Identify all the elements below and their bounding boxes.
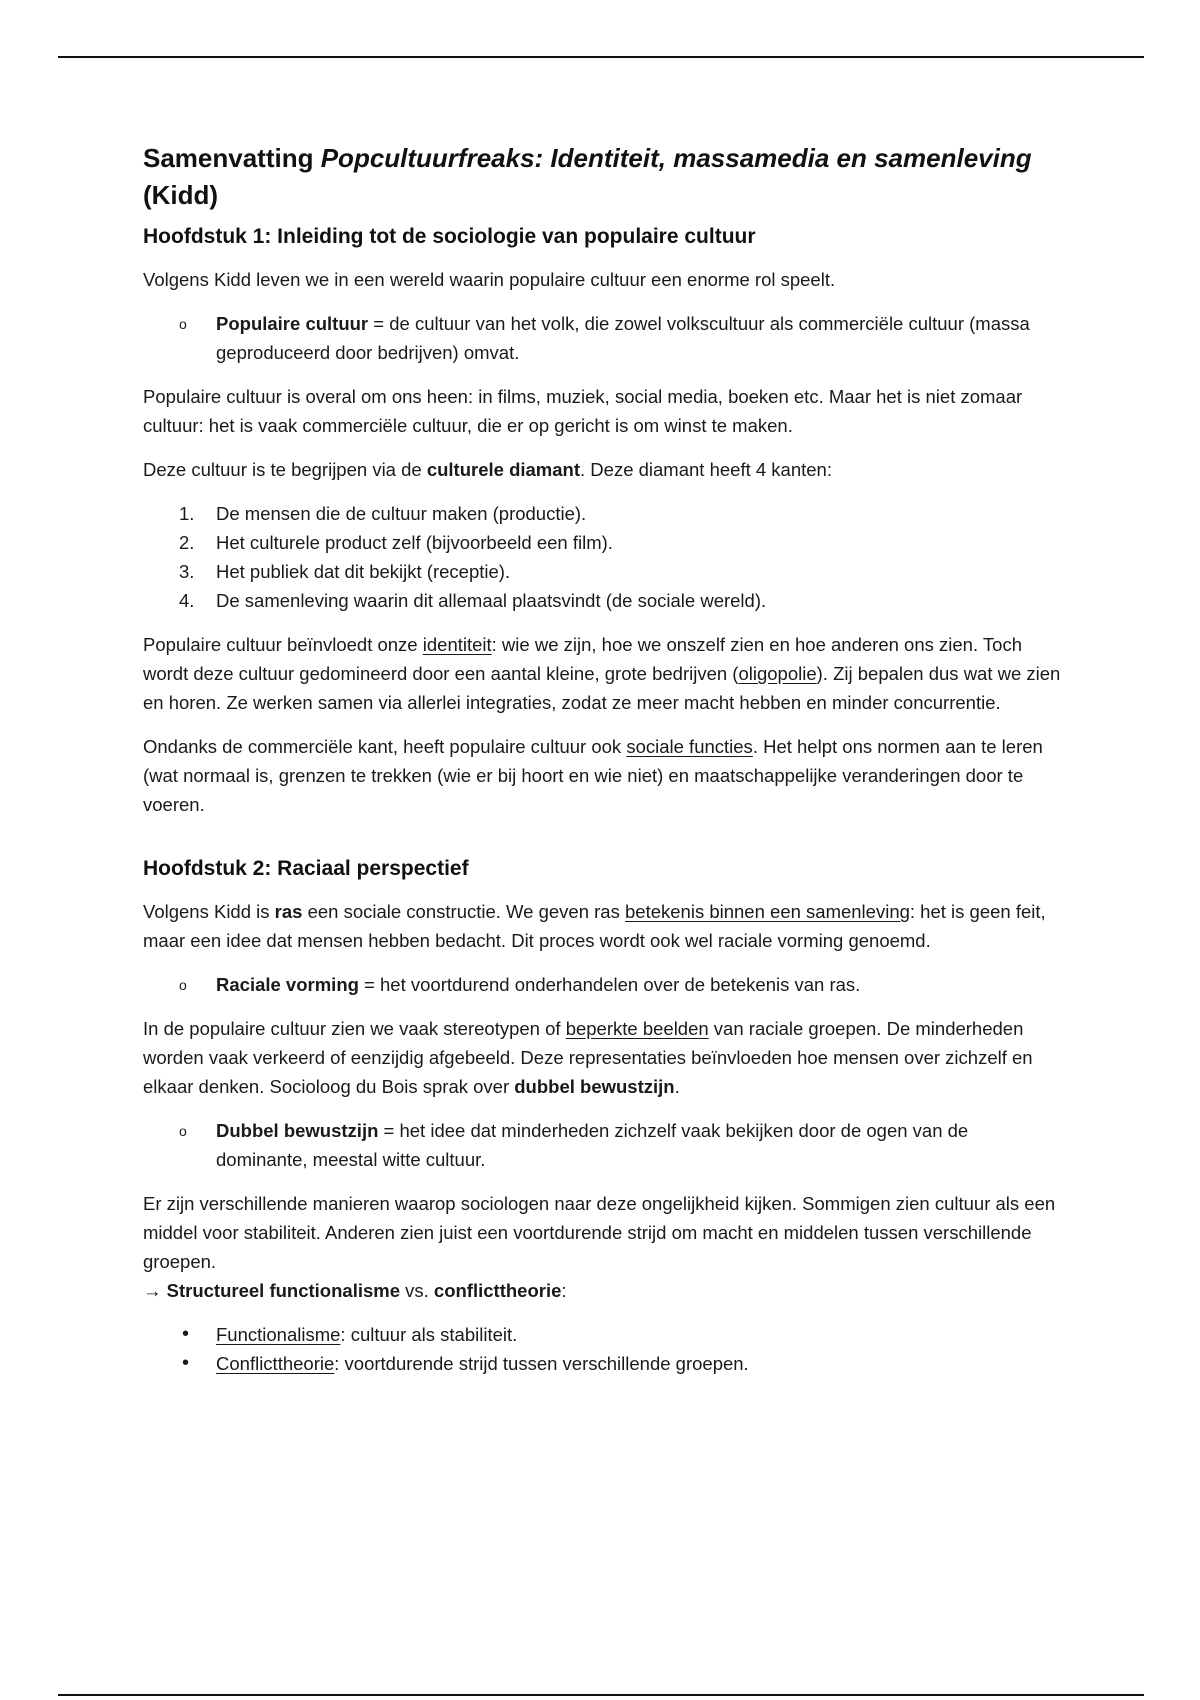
top-rule [58, 56, 1144, 58]
ch1-paragraph-2: Populaire cultuur is overal om ons heen: in films, muziek, social media, boeken etc. Maar het is niet zomaar cultuur: het is vaak commerciële cultuur, die er op gericht is om winst te maken. [143, 386, 1023, 436]
list-item: 2. Het culturele product zelf (bijvoorbeeld een film). [179, 532, 613, 553]
list-item: • Conflicttheorie: voortdurende strijd tussen verschillende groepen. [143, 1349, 1063, 1378]
ch2-definition-list-1 [143, 970, 1063, 999]
ch1-definition-list [143, 309, 1063, 367]
ch2-arrow-line: → Structureel functionalisme vs. conflicttheorie: [143, 1280, 567, 1301]
definition-populaire-cultuur: o Populaire cultuur = de cultuur van het volk, die zowel volkscultuur als commerciële cultuur (massa geproduceerd door bedrijven) omvat. [143, 309, 1063, 367]
ch2-paragraph-2: In de populaire cultuur zien we vaak stereotypen of beperkte beelden van raciale groepen. De minderheden worden vaak verkeerd of eenzijdig afgebeeld. Deze representaties beïnvloeden hoe mensen over zichzelf en elkaar denken. Socioloog du Bois sprak over dubbel bewustzijn. [143, 1018, 1033, 1097]
disc-bullet-icon: • [182, 1323, 190, 1345]
ch1-paragraph-5: Ondanks de commerciële kant, heeft populaire cultuur ook sociale functies. Het helpt ons normen aan te leren (wat normaal is, grenzen te trekken (wie er bij hoort en wie niet) en maatschappelijke veranderingen door te voeren. [143, 736, 1043, 815]
chapter-2-heading: Hoofdstuk 2: Raciaal perspectief [143, 857, 469, 880]
list-item: 4. De samenleving waarin dit allemaal plaatsvindt (de sociale wereld). [179, 590, 767, 611]
culturele-diamant-list [143, 499, 1063, 615]
ch2-definition-list-2 [143, 1116, 1063, 1174]
circle-bullet-icon: o [179, 977, 187, 993]
document-title: Samenvatting Popcultuurfreaks: Identiteit, massamedia en samenleving (Kidd) [143, 143, 1032, 210]
ch2-paragraph-3: Er zijn verschillende manieren waarop sociologen naar deze ongelijkheid kijken. Sommigen zien cultuur als een middel voor stabiliteit. Anderen zien juist een voortdurende strijd om macht en middelen tussen verschillende groepen. [143, 1193, 1056, 1272]
circle-bullet-icon: o [179, 316, 187, 332]
book-title: Popcultuurfreaks: Identiteit, massamedia en samenleving [320, 143, 1032, 173]
chapter-1-heading: Hoofdstuk 1: Inleiding tot de sociologie van populaire cultuur [143, 225, 756, 248]
arrow-right-icon: → [143, 1280, 162, 1301]
ch1-paragraph-3: Deze cultuur is te begrijpen via de culturele diamant. Deze diamant heeft 4 kanten: [143, 459, 832, 480]
list-item: • Functionalisme: cultuur als stabiliteit. [143, 1320, 1063, 1349]
bottom-rule [58, 1694, 1144, 1696]
ch1-paragraph-4: Populaire cultuur beïnvloedt onze identiteit: wie we zijn, hoe we onszelf zien en hoe anderen ons zien. Toch wordt deze cultuur gedomineerd door een aantal kleine, grote bedrijven (oligopolie). Zij bepalen dus wat we zien en horen. Ze werken samen via allerlei integraties, zodat ze meer macht hebben en minder concurrentie. [143, 634, 1061, 713]
ch2-paragraph-1: Volgens Kidd is ras een sociale constructie. We geven ras betekenis binnen een samenleving: het is geen feit, maar een idee dat mensen hebben bedacht. Dit proces wordt ook wel raciale vorming genoemd. [143, 901, 1046, 951]
document-body [143, 140, 1063, 1393]
ch1-intro: Volgens Kidd leven we in een wereld waarin populaire cultuur een enorme rol speelt. [143, 269, 836, 290]
list-item: 1. De mensen die de cultuur maken (productie). [179, 503, 587, 524]
definition-raciale-vorming: o Raciale vorming = het voortdurend onderhandelen over de betekenis van ras. [143, 970, 1063, 999]
definition-dubbel-bewustzijn: o Dubbel bewustzijn = het idee dat minderheden zichzelf vaak bekijken door de ogen van de dominante, meestal witte cultuur. [143, 1116, 1063, 1174]
circle-bullet-icon: o [179, 1123, 187, 1139]
ch2-theory-list [143, 1320, 1063, 1378]
list-item: 3. Het publiek dat dit bekijkt (receptie). [179, 561, 511, 582]
disc-bullet-icon: • [182, 1352, 190, 1374]
